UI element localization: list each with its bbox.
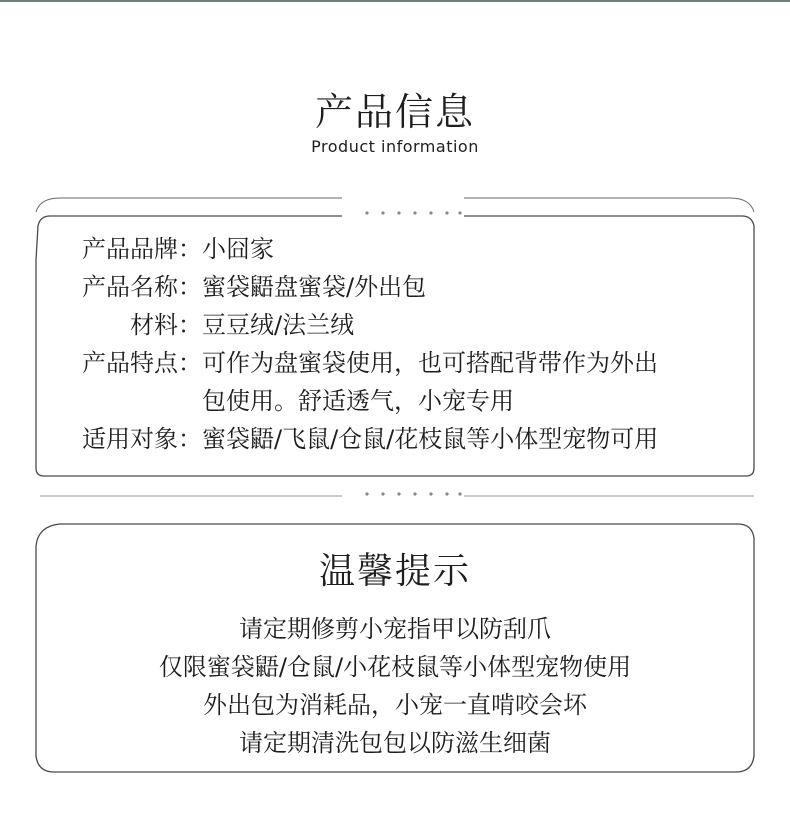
tip-item: 仅限蜜袋鼯/仓鼠/小花枝鼠等小体型宠物使用 [158,653,632,681]
info-box-corner-left [36,198,342,212]
page-subtitle: Product information [311,137,479,156]
info-value [202,306,742,344]
tip-item: 请定期修剪小宠指甲以防刮爪 [239,615,551,643]
tips-list [0,610,790,762]
info-row-material [62,306,742,344]
info-row-suitable [62,420,742,458]
tip-item: 请定期清洗包包以防滋生细菌 [239,729,551,757]
info-label: 产品品牌： [82,235,202,263]
info-label: 产品特点： [82,349,202,377]
info-value-line: 小囧家 [202,235,274,263]
info-value-line: 蜜袋鼯盘蜜袋/外出包 [202,273,427,301]
info-row-brand [62,230,742,268]
page-title: 产品信息 [314,90,475,134]
info-value [202,230,742,268]
info-box-corner-right [464,198,754,212]
info-value-line: 豆豆绒/法兰绒 [202,311,355,339]
tip-item: 外出包为消耗品，小宠一直啃咬会坏 [203,691,587,719]
info-label: 适用对象： [82,425,202,453]
info-row-name [62,268,742,306]
info-row-features [62,344,742,420]
info-value-line: 蜜袋鼯/飞鼠/仓鼠/花枝鼠等小体型宠物可用 [202,425,659,453]
product-info-list [62,230,742,458]
tips-title: 温馨提示 [318,551,471,592]
info-label: 产品名称： [82,273,202,301]
info-top-dots [365,211,461,214]
info-value-line: 可作为盘蜜袋使用，也可搭配背带作为外出 [202,349,658,377]
divider-dots [365,492,461,495]
info-label: 材料： [130,311,202,339]
info-value [202,420,742,458]
info-value [202,268,742,306]
info-value [202,344,742,420]
info-value-line: 包使用。舒适透气，小宠专用 [202,387,514,415]
